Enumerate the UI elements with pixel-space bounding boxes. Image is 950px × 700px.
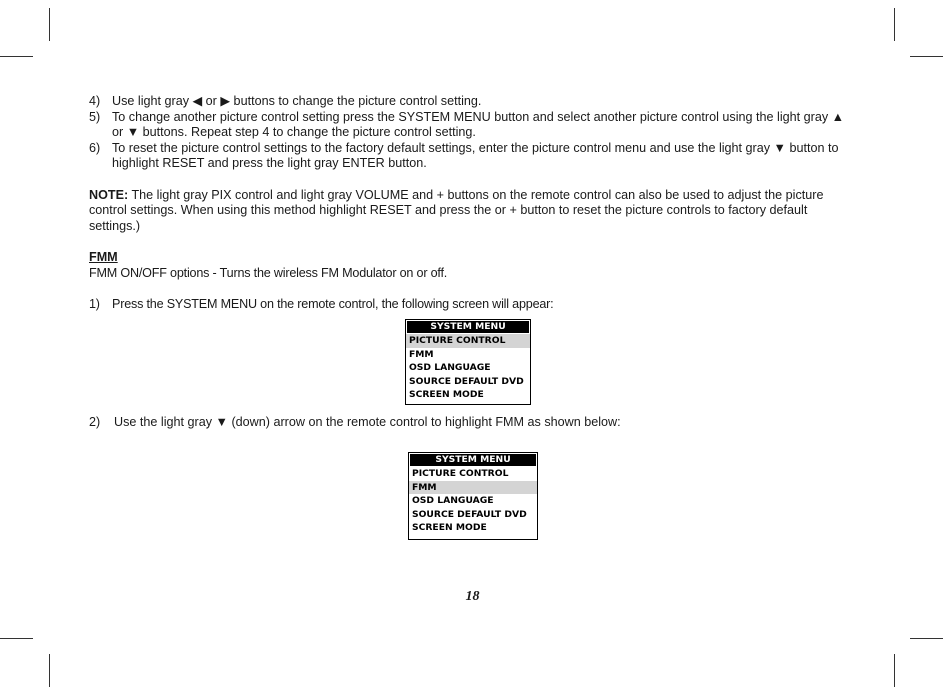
crop-mark-bottom-left-vertical xyxy=(49,654,50,687)
menu-title: SYSTEM MENU xyxy=(407,321,529,333)
crop-mark-top-right-horizontal xyxy=(910,56,943,57)
crop-mark-top-left-vertical xyxy=(49,8,50,41)
step-text: Use the light gray ▼ (down) arrow on the remote control to highlight FMM as shown below: xyxy=(114,415,621,429)
system-menu-screen-1 xyxy=(405,319,531,405)
system-menu-screen-2 xyxy=(408,452,538,540)
crop-mark-bottom-right-vertical xyxy=(894,654,895,687)
step-number: 6) xyxy=(89,140,101,155)
step-text: Press the SYSTEM MENU on the remote control, the following screen will appear: xyxy=(112,296,554,311)
note-label: NOTE: xyxy=(89,187,129,202)
menu-item-screen-mode: SCREEN MODE xyxy=(412,522,487,534)
menu-item-fmm: FMM xyxy=(409,481,537,495)
step-item xyxy=(89,94,849,110)
step-2 xyxy=(89,415,621,431)
fmm-heading: FMM xyxy=(89,249,118,264)
menu-item-picture-control: PICTURE CONTROL xyxy=(412,468,509,479)
note-paragraph xyxy=(89,188,849,235)
step-1 xyxy=(89,297,849,313)
step-item xyxy=(89,110,849,141)
fmm-description: FMM ON/OFF options - Turns the wireless FM Modulator on or off. xyxy=(89,265,448,280)
step-number: 5) xyxy=(89,109,101,124)
page-number: 18 xyxy=(465,589,480,604)
menu-item-source-default-dvd: SOURCE DEFAULT DVD xyxy=(409,375,524,387)
menu-item-source-default-dvd: SOURCE DEFAULT DVD xyxy=(412,508,527,520)
menu-item-picture-control: PICTURE CONTROL xyxy=(406,334,530,348)
step-item xyxy=(89,141,849,172)
crop-mark-top-right-vertical xyxy=(894,8,895,41)
step-number: 2) xyxy=(89,415,101,429)
note-text: The light gray PIX control and light gray VOLUME and + buttons on the remote control can also be used to adjust the picture control settings. When using this method highlight RESET and press the or + button to reset the picture controls to factory default settings.) xyxy=(89,187,824,233)
menu-item-fmm: FMM xyxy=(409,348,434,360)
crop-mark-bottom-left-horizontal xyxy=(0,638,33,639)
manual-body xyxy=(89,94,849,312)
step-text: Use light gray ◀ or ▶ buttons to change the picture control setting. xyxy=(112,94,482,108)
step-text: To reset the picture control settings to the factory default settings, enter the picture control menu and use the light gray ▼ button to highlight RESET and press the light gray ENTER button. xyxy=(112,140,839,171)
menu-item-osd-language: OSD LANGUAGE xyxy=(409,362,491,374)
steps-list xyxy=(89,94,849,172)
crop-mark-bottom-right-horizontal xyxy=(910,638,943,639)
menu-item-screen-mode: SCREEN MODE xyxy=(409,389,484,401)
crop-mark-top-left-horizontal xyxy=(0,56,33,57)
step-number: 4) xyxy=(89,94,101,108)
step-text: To change another picture control setting press the SYSTEM MENU button and select another picture control using the light gray ▲ or ▼ buttons. Repeat step 4 to change the picture control setting. xyxy=(112,109,845,140)
menu-item-osd-language: OSD LANGUAGE xyxy=(412,495,494,507)
step-number: 1) xyxy=(89,296,100,311)
menu-title: SYSTEM MENU xyxy=(410,454,536,466)
